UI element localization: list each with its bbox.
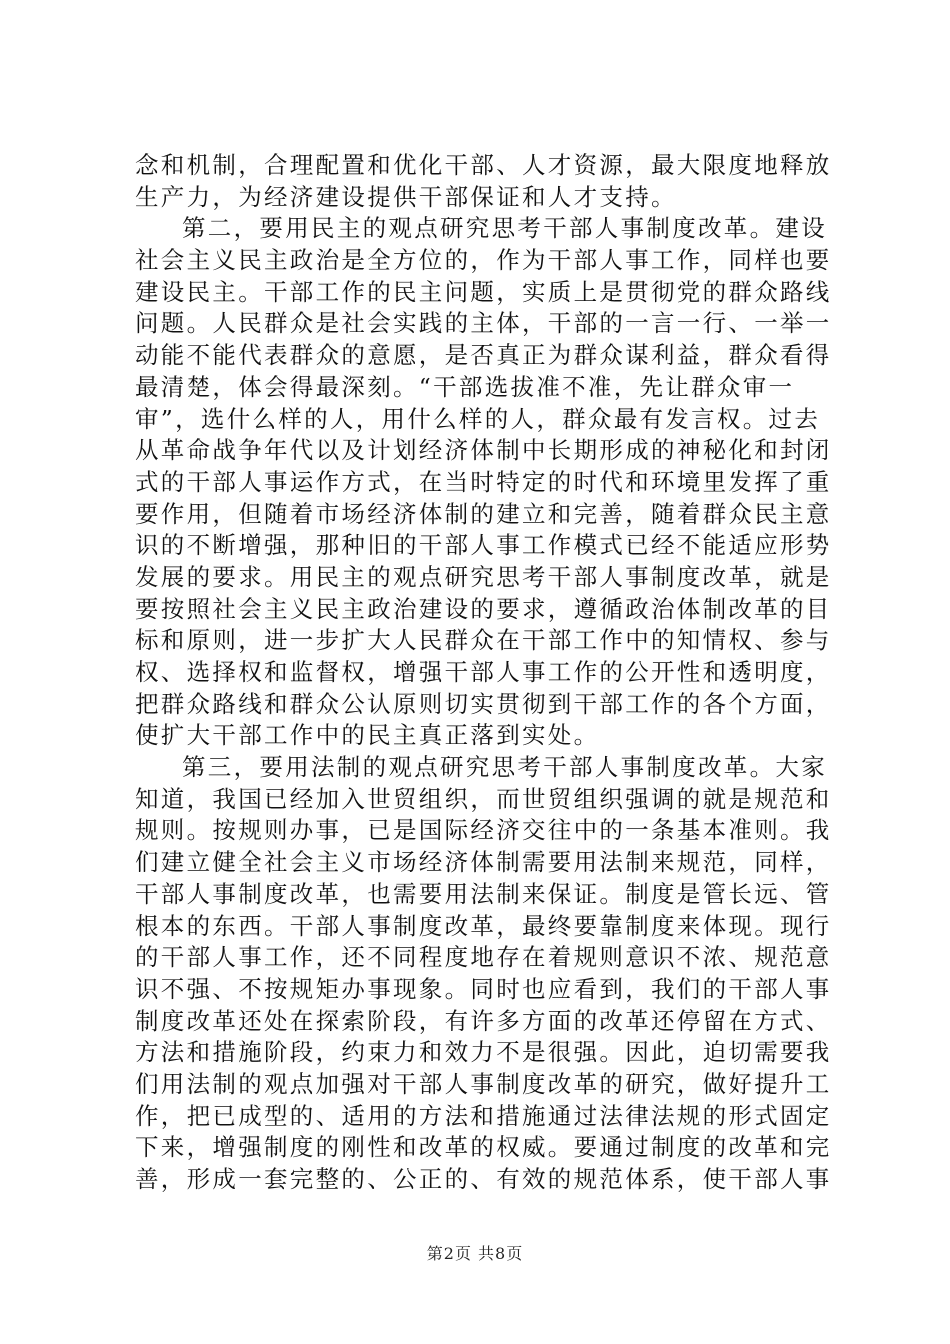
page-footer: 第2页 共8页 (426, 1244, 524, 1263)
text-line: 干部人事制度改革，也需要用法制来保证。制度是管长远、管 (135, 879, 832, 908)
text-line: 作，把已成型的、适用的方法和措施通过法律法规的形式固定 (135, 1101, 832, 1130)
text-line: 最清楚，体会得最深刻。“干部选拔准不准，先让群众审一 (135, 372, 795, 401)
text-line: 识的不断增强，那种旧的干部人事工作模式已经不能适应形势 (135, 531, 832, 560)
text-line: 权、选择权和监督权，增强干部人事工作的公开性和透明度， (135, 658, 832, 686)
text-line: 方法和措施阶段，约束力和效力不是很强。因此，迫切需要我 (135, 1038, 832, 1067)
text-line: 式的干部人事运作方式，在当时特定的时代和环境里发挥了重 (135, 467, 832, 496)
text-line: 发展的要求。用民主的观点研究思考干部人事制度改革，就是 (135, 562, 832, 591)
text-line: 使扩大干部工作中的民主真正落到实处。 (135, 721, 600, 750)
text-line: 建设民主。干部工作的民主问题，实质上是贯彻党的群众路线 (135, 277, 832, 306)
text-line: 从革命战争年代以及计划经济体制中长期形成的神秘化和封闭 (135, 436, 832, 465)
text-line: 动能不能代表群众的意愿，是否真正为群众谋利益，群众看得 (135, 341, 832, 370)
text-line: 下来，增强制度的刚性和改革的权威。要通过制度的改革和完 (135, 1133, 832, 1162)
text-line: 知道，我国已经加入世贸组织，而世贸组织强调的就是规范和 (135, 784, 832, 813)
text-line: 审”，选什么样的人，用什么样的人，群众最有发言权。过去 (135, 404, 821, 433)
text-line: 把群众路线和群众公认原则切实贯彻到干部工作的各个方面， (135, 689, 832, 718)
body-text (135, 150, 835, 1196)
text-line: 识不强、不按规矩办事现象。同时也应看到，我们的干部人事 (135, 974, 832, 1003)
text-line: 要按照社会主义民主政治建设的要求，遵循政治体制改革的目 (135, 594, 832, 623)
text-line: 第三，要用法制的观点研究思考干部人事制度改革。大家 (182, 753, 827, 782)
text-line: 问题。人民群众是社会实践的主体，干部的一言一行、一举一 (135, 309, 832, 338)
text-line: 标和原则，进一步扩大人民群众在干部工作中的知情权、参与 (135, 626, 832, 655)
text-line: 制度改革还处在探索阶段，有许多方面的改革还停留在方式、 (135, 1006, 832, 1035)
text-line: 善，形成一套完整的、公正的、有效的规范体系，使干部人事 (135, 1165, 832, 1193)
text-line: 社会主义民主政治是全方位的，作为干部人事工作，同样也要 (135, 246, 832, 275)
text-line: 第二，要用民主的观点研究思考干部人事制度改革。建设 (182, 214, 827, 243)
text-line: 们用法制的观点加强对干部人事制度改革的研究，做好提升工 (135, 1069, 832, 1098)
text-line: 的干部人事工作，还不同程度地存在着规则意识不浓、规范意 (135, 943, 832, 972)
text-line: 念和机制，合理配置和优化干部、人才资源，最大限度地释放 (135, 151, 832, 179)
text-line: 根本的东西。干部人事制度改革，最终要靠制度来体现。现行 (135, 911, 832, 940)
text-line: 规则。按规则办事，已是国际经济交往中的一条基本准则。我 (135, 816, 832, 845)
text-line: 要作用，但随着市场经济体制的建立和完善，随着群众民主意 (135, 499, 832, 528)
text-line: 生产力，为经济建设提供干部保证和人才支持。 (135, 182, 677, 211)
text-line: 们建立健全社会主义市场经济体制需要用法制来规范，同样， (135, 848, 832, 877)
